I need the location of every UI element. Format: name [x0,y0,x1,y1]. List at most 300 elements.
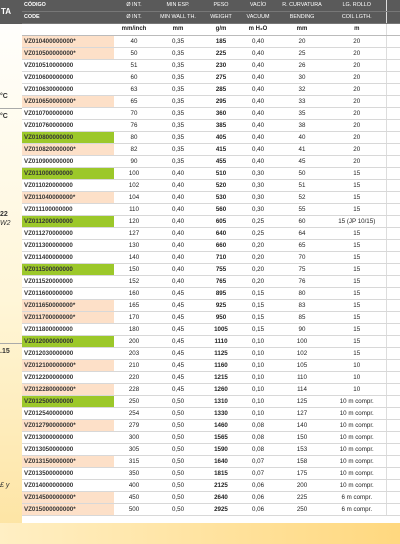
cell-wall: 0,45 [154,300,202,312]
cell-diameter: 160 [114,288,154,300]
cell-blank [386,288,400,300]
cell-weight: 1460 [202,420,240,432]
cell-wall: 0,50 [154,396,202,408]
cell-weight: 1640 [202,456,240,468]
cell-blank [386,300,400,312]
cell-wall: 0,45 [154,360,202,372]
cell-wall: 0,50 [154,408,202,420]
cell-weight: 185 [202,36,240,48]
table-row [22,48,400,60]
cell-code: VZ013000000000 [22,432,114,444]
cell-bending: 52 [276,192,328,204]
cell-weight: 1215 [202,372,240,384]
cell-bending: 153 [276,444,328,456]
cell-vacuum: 0,06 [240,480,276,492]
cell-blank [386,72,400,84]
cell-diameter: 150 [114,264,154,276]
cell-code: VZ010900000000 [22,156,114,168]
side-note-footer: £ y [0,482,10,489]
cell-blank [386,84,400,96]
cell-coil: 15 [328,276,386,288]
cell-bending: 175 [276,468,328,480]
table-row [22,504,400,516]
cell-blank [386,468,400,480]
unit-weight: g/m [202,24,240,36]
cell-diameter: 120 [114,216,154,228]
cell-diameter: 70 [114,108,154,120]
cell-blank [386,492,400,504]
table-row [22,228,400,240]
col-header-wall-en: MIN WALL TH. [154,12,202,24]
cell-coil: 15 [328,180,386,192]
cell-bending: 55 [276,204,328,216]
cell-diameter: 90 [114,156,154,168]
cell-diameter: 51 [114,60,154,72]
cell-bending: 80 [276,288,328,300]
cell-bending: 65 [276,240,328,252]
cell-diameter: 65 [114,96,154,108]
cell-wall: 0,40 [154,216,202,228]
cell-code: VZ011100000000 [22,204,114,216]
cell-weight: 2925 [202,504,240,516]
cell-wall: 0,45 [154,372,202,384]
cell-blank [386,420,400,432]
cell-bending: 105 [276,360,328,372]
cell-diameter: 60 [114,72,154,84]
table-row [22,456,400,468]
cell-bending: 225 [276,492,328,504]
cell-coil: 10 m compr. [328,468,386,480]
cell-weight: 895 [202,288,240,300]
cell-coil: 10 m compr. [328,444,386,456]
cell-weight: 1260 [202,384,240,396]
cell-blank [386,348,400,360]
cell-code: VZ012000000000 [22,336,114,348]
cell-coil: 20 [328,48,386,60]
cell-bending: 33 [276,96,328,108]
cell-weight: 560 [202,204,240,216]
cell-bending: 127 [276,408,328,420]
table-row [22,120,400,132]
cell-vacuum: 0,40 [240,120,276,132]
cell-vacuum: 0,08 [240,420,276,432]
cell-diameter: 50 [114,48,154,60]
table-row [22,144,400,156]
cell-bending: 125 [276,396,328,408]
cell-coil: 20 [328,156,386,168]
cell-blank [386,444,400,456]
unit-code [22,24,114,36]
cell-blank [386,384,400,396]
cell-weight: 950 [202,312,240,324]
cell-blank [386,408,400,420]
cell-weight: 520 [202,180,240,192]
cell-code: VZ015000000000* [22,504,114,516]
cell-coil: 15 [328,192,386,204]
cell-vacuum: 0,20 [240,252,276,264]
cell-coil: 20 [328,60,386,72]
cell-coil: 15 [328,228,386,240]
cell-vacuum: 0,25 [240,216,276,228]
cell-code: VZ012030000000 [22,348,114,360]
cell-vacuum: 0,40 [240,48,276,60]
header-row-en [22,12,400,24]
cell-code: VZ012500000000 [22,396,114,408]
cell-code: VZ011700000000* [22,312,114,324]
table-row [22,156,400,168]
cell-coil: 15 [328,324,386,336]
cell-bending: 50 [276,168,328,180]
cell-vacuum: 0,40 [240,96,276,108]
cell-bending: 158 [276,456,328,468]
cell-code: VZ010700000000 [22,108,114,120]
cell-vacuum: 0,40 [240,60,276,72]
cell-vacuum: 0,15 [240,300,276,312]
cell-diameter: 228 [114,384,154,396]
cell-blank [386,504,400,516]
cell-vacuum: 0,10 [240,360,276,372]
cell-bending: 30 [276,72,328,84]
cell-weight: 455 [202,156,240,168]
side-divider [0,108,22,109]
cell-diameter: 200 [114,336,154,348]
cell-vacuum: 0,07 [240,468,276,480]
cell-vacuum: 0,40 [240,84,276,96]
cell-coil: 15 [328,288,386,300]
cell-wall: 0,35 [154,156,202,168]
cell-weight: 710 [202,252,240,264]
cell-blank [386,120,400,132]
cell-code: VZ010820000000* [22,144,114,156]
cell-coil: 10 m compr. [328,432,386,444]
cell-weight: 275 [202,72,240,84]
cell-weight: 530 [202,192,240,204]
cell-blank [386,276,400,288]
cell-diameter: 104 [114,192,154,204]
cell-weight: 1160 [202,360,240,372]
cell-diameter: 110 [114,204,154,216]
cell-code: VZ014000000000 [22,480,114,492]
col-header-weight-en: WEIGHT [202,12,240,24]
cell-blank [386,360,400,372]
cell-wall: 0,35 [154,144,202,156]
cell-coil: 10 m compr. [328,456,386,468]
cell-diameter: 76 [114,120,154,132]
table-row [22,444,400,456]
cell-weight: 1310 [202,396,240,408]
spec-table [22,0,400,516]
cell-wall: 0,40 [154,276,202,288]
cell-wall: 0,40 [154,180,202,192]
cell-diameter: 130 [114,240,154,252]
table-row [22,276,400,288]
cell-weight: 2640 [202,492,240,504]
table-row [22,60,400,72]
cell-code: VZ010650000000* [22,96,114,108]
cell-code: VZ012540000000 [22,408,114,420]
table-row [22,132,400,144]
table-row [22,72,400,84]
table-row [22,324,400,336]
cell-code: VZ011020000000 [22,180,114,192]
cell-coil: 15 [328,300,386,312]
table-row [22,396,400,408]
cell-weight: 765 [202,276,240,288]
side-note-22: 22 [0,211,8,218]
cell-coil: 20 [328,84,386,96]
cell-weight: 230 [202,60,240,72]
cell-diameter: 254 [114,408,154,420]
cell-diameter: 300 [114,432,154,444]
cell-blank [386,396,400,408]
cell-vacuum: 0,40 [240,132,276,144]
cell-bending: 20 [276,36,328,48]
cell-code: VZ013500000000 [22,468,114,480]
table-row [22,288,400,300]
cell-wall: 0,40 [154,204,202,216]
cell-diameter: 63 [114,84,154,96]
cell-coil: 10 m compr. [328,408,386,420]
cell-wall: 0,50 [154,492,202,504]
cell-weight: 1330 [202,408,240,420]
cell-code: VZ014500000000* [22,492,114,504]
cell-coil: 20 [328,36,386,48]
cell-blank [386,324,400,336]
cell-wall: 0,50 [154,504,202,516]
cell-bending: 85 [276,312,328,324]
cell-vacuum: 0,30 [240,204,276,216]
cell-bending: 60 [276,216,328,228]
col-header-bending: R. CURVATURA [276,0,328,12]
cell-vacuum: 0,40 [240,144,276,156]
cell-coil: 6 m compr. [328,492,386,504]
cell-blank [386,240,400,252]
cell-diameter: 82 [114,144,154,156]
cell-bending: 32 [276,84,328,96]
cell-coil: 15 (JP 10/15) [328,216,386,228]
cell-bending: 150 [276,432,328,444]
cell-weight: 1005 [202,324,240,336]
cell-wall: 0,40 [154,252,202,264]
cell-vacuum: 0,20 [240,264,276,276]
unit-diameter: mm/inch [114,24,154,36]
cell-diameter: 165 [114,300,154,312]
table-row [22,408,400,420]
cell-blank [386,432,400,444]
cell-wall: 0,40 [154,168,202,180]
cell-diameter: 305 [114,444,154,456]
cell-bending: 140 [276,420,328,432]
side-divider [0,343,22,344]
cell-vacuum: 0,30 [240,168,276,180]
cell-code: VZ010500000000* [22,48,114,60]
cell-weight: 225 [202,48,240,60]
cell-coil: 10 [328,384,386,396]
side-tab: TA [0,0,22,24]
cell-blank [386,480,400,492]
cell-diameter: 500 [114,504,154,516]
table-row [22,492,400,504]
cell-code: VZ011040000000* [22,192,114,204]
cell-wall: 0,40 [154,192,202,204]
col-header-blank [386,0,400,12]
cell-diameter: 210 [114,360,154,372]
cell-vacuum: 0,06 [240,492,276,504]
cell-code: VZ012280000000* [22,384,114,396]
cell-wall: 0,45 [154,312,202,324]
cell-bending: 38 [276,120,328,132]
cell-bending: 70 [276,252,328,264]
cell-blank [386,264,400,276]
cell-vacuum: 0,10 [240,372,276,384]
unit-wall: mm [154,24,202,36]
cell-blank [386,36,400,48]
cell-weight: 1815 [202,468,240,480]
cell-diameter: 127 [114,228,154,240]
cell-diameter: 279 [114,420,154,432]
cell-weight: 1590 [202,444,240,456]
cell-wall: 0,35 [154,48,202,60]
side-panel [0,0,22,544]
unit-coil: m [328,24,386,36]
units-row [22,24,400,36]
cell-blank [386,252,400,264]
cell-diameter: 40 [114,36,154,48]
cell-diameter: 100 [114,168,154,180]
cell-vacuum: 0,15 [240,288,276,300]
cell-bending: 114 [276,384,328,396]
cell-diameter: 152 [114,276,154,288]
cell-diameter: 220 [114,372,154,384]
cell-wall: 0,50 [154,468,202,480]
cell-coil: 10 m compr. [328,480,386,492]
table-row [22,192,400,204]
cell-wall: 0,35 [154,96,202,108]
cell-wall: 0,35 [154,72,202,84]
cell-bending: 83 [276,300,328,312]
cell-weight: 385 [202,120,240,132]
cell-code: VZ011000000000 [22,168,114,180]
unit-bending: mm [276,24,328,36]
cell-diameter: 350 [114,468,154,480]
cell-vacuum: 0,06 [240,504,276,516]
cell-vacuum: 0,15 [240,312,276,324]
cell-coil: 15 [328,348,386,360]
col-header-vacuum: VACÍO [240,0,276,12]
cell-wall: 0,50 [154,456,202,468]
cell-code: VZ011520000000 [22,276,114,288]
cell-bending: 76 [276,276,328,288]
table-row [22,432,400,444]
cell-code: VZ011500000000 [22,264,114,276]
cell-diameter: 140 [114,252,154,264]
cell-diameter: 315 [114,456,154,468]
cell-code: VZ012790000000* [22,420,114,432]
table-row [22,240,400,252]
cell-bending: 75 [276,264,328,276]
cell-coil: 15 [328,204,386,216]
table-row [22,204,400,216]
cell-diameter: 203 [114,348,154,360]
cell-code: VZ013050000000 [22,444,114,456]
cell-wall: 0,35 [154,36,202,48]
cell-bending: 45 [276,156,328,168]
col-header-weight: PESO [202,0,240,12]
header-row-es [22,0,400,12]
cell-code: VZ010510000000 [22,60,114,72]
table-row [22,372,400,384]
cell-code: VZ013150000000* [22,456,114,468]
cell-bending: 41 [276,144,328,156]
cell-blank [386,144,400,156]
cell-coil: 10 [328,372,386,384]
table-row [22,312,400,324]
cell-code: VZ010400000000* [22,36,114,48]
cell-weight: 755 [202,264,240,276]
cell-blank [386,108,400,120]
cell-blank [386,156,400,168]
table-row [22,264,400,276]
cell-blank [386,48,400,60]
cell-vacuum: 0,20 [240,240,276,252]
cell-weight: 405 [202,132,240,144]
cell-code: VZ010630000000 [22,84,114,96]
table-row [22,300,400,312]
cell-coil: 15 [328,336,386,348]
cell-wall: 0,35 [154,60,202,72]
table-row [22,336,400,348]
cell-bending: 102 [276,348,328,360]
cell-bending: 35 [276,108,328,120]
cell-diameter: 102 [114,180,154,192]
cell-weight: 1125 [202,348,240,360]
cell-coil: 20 [328,108,386,120]
cell-blank [386,216,400,228]
cell-diameter: 400 [114,480,154,492]
col-header-vacuum-en: VACUUM [240,12,276,24]
cell-vacuum: 0,08 [240,444,276,456]
table-row [22,420,400,432]
cell-coil: 20 [328,96,386,108]
cell-vacuum: 0,20 [240,276,276,288]
cell-vacuum: 0,40 [240,108,276,120]
cell-weight: 295 [202,96,240,108]
cell-bending: 250 [276,504,328,516]
cell-code: VZ011300000000 [22,240,114,252]
cell-wall: 0,50 [154,480,202,492]
cell-code: VZ011800000000 [22,324,114,336]
cell-weight: 925 [202,300,240,312]
table-row [22,468,400,480]
cell-blank [386,180,400,192]
cell-blank [386,192,400,204]
cell-wall: 0,45 [154,336,202,348]
cell-wall: 0,35 [154,132,202,144]
cell-weight: 2125 [202,480,240,492]
cell-code: VZ011600000000 [22,288,114,300]
cell-wall: 0,50 [154,432,202,444]
cell-vacuum: 0,10 [240,384,276,396]
cell-weight: 660 [202,240,240,252]
cell-blank [386,168,400,180]
cell-blank [386,204,400,216]
col-header-blank [386,12,400,24]
cell-vacuum: 0,10 [240,348,276,360]
cell-coil: 20 [328,72,386,84]
cell-code: VZ011650000000* [22,300,114,312]
table-row [22,108,400,120]
cell-wall: 0,45 [154,348,202,360]
